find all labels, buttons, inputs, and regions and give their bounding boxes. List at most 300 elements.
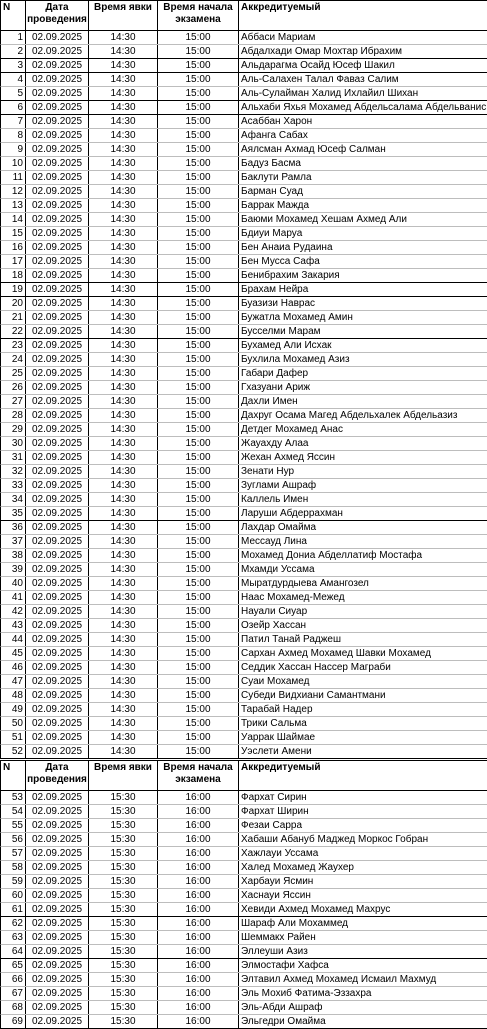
table-row bbox=[0, 311, 487, 325]
table-row bbox=[0, 199, 487, 213]
header-arrival-time: Время явки bbox=[89, 1, 158, 30]
table-row bbox=[0, 255, 487, 269]
table-row bbox=[0, 861, 487, 875]
cell-date: 02.09.2025 bbox=[26, 973, 89, 986]
table-row bbox=[0, 73, 487, 87]
cell-arrival-time: 14:30 bbox=[89, 339, 158, 352]
cell-number: 48 bbox=[1, 689, 26, 702]
cell-date: 02.09.2025 bbox=[26, 115, 89, 128]
cell-number: 2 bbox=[1, 45, 26, 58]
cell-start-time: 15:00 bbox=[158, 717, 239, 730]
cell-start-time: 15:00 bbox=[158, 647, 239, 660]
cell-arrival-time: 14:30 bbox=[89, 59, 158, 72]
cell-start-time: 15:00 bbox=[158, 619, 239, 632]
table-row bbox=[0, 563, 487, 577]
table-row bbox=[0, 619, 487, 633]
cell-date: 02.09.2025 bbox=[26, 903, 89, 916]
cell-arrival-time: 14:30 bbox=[89, 619, 158, 632]
cell-arrival-time: 14:30 bbox=[89, 633, 158, 646]
cell-name: Абдалхади Омар Мохтар Ибрахим bbox=[241, 46, 403, 57]
header-number: N bbox=[1, 761, 26, 790]
cell-arrival-time: 15:30 bbox=[89, 903, 158, 916]
cell-start-time: 15:00 bbox=[158, 269, 239, 282]
cell-start-time: 15:00 bbox=[158, 521, 239, 534]
cell-arrival-time: 14:30 bbox=[89, 367, 158, 380]
table-row bbox=[0, 931, 487, 945]
cell-name: Зенати Нур bbox=[241, 466, 295, 477]
cell-number: 4 bbox=[1, 73, 26, 86]
cell-number: 3 bbox=[1, 59, 26, 72]
cell-name: Мхамди Уссама bbox=[241, 564, 315, 575]
cell-name: Уаррак Шаймае bbox=[241, 732, 316, 743]
cell-arrival-time: 15:30 bbox=[89, 847, 158, 860]
cell-number: 51 bbox=[1, 731, 26, 744]
cell-start-time: 16:00 bbox=[158, 959, 239, 972]
cell-date: 02.09.2025 bbox=[26, 507, 89, 520]
cell-arrival-time: 14:30 bbox=[89, 325, 158, 338]
cell-number: 17 bbox=[1, 255, 26, 268]
cell-name: Аялсман Ахмад Юсеф Салман bbox=[241, 144, 386, 155]
cell-name: Ларуши Абдеррахман bbox=[241, 508, 343, 519]
cell-arrival-time: 14:30 bbox=[89, 87, 158, 100]
cell-date: 02.09.2025 bbox=[26, 605, 89, 618]
table-row bbox=[0, 549, 487, 563]
cell-start-time: 15:00 bbox=[158, 689, 239, 702]
cell-date: 02.09.2025 bbox=[26, 563, 89, 576]
cell-arrival-time: 14:30 bbox=[89, 255, 158, 268]
cell-start-time: 15:00 bbox=[158, 395, 239, 408]
cell-date: 02.09.2025 bbox=[26, 479, 89, 492]
cell-number: 24 bbox=[1, 353, 26, 366]
table-row bbox=[0, 703, 487, 717]
cell-name: Лахдар Омайма bbox=[241, 522, 317, 533]
cell-date: 02.09.2025 bbox=[26, 73, 89, 86]
cell-start-time: 16:00 bbox=[158, 833, 239, 846]
table-row bbox=[0, 875, 487, 889]
cell-start-time: 15:00 bbox=[158, 115, 239, 128]
cell-start-time: 15:00 bbox=[158, 199, 239, 212]
cell-name: Бенибрахим Закария bbox=[241, 270, 340, 281]
table-row bbox=[0, 903, 487, 917]
cell-name: Гхазуани Ариж bbox=[241, 382, 311, 393]
cell-number: 67 bbox=[1, 987, 26, 1000]
cell-arrival-time: 14:30 bbox=[89, 493, 158, 506]
cell-date: 02.09.2025 bbox=[26, 451, 89, 464]
cell-date: 02.09.2025 bbox=[26, 1001, 89, 1014]
cell-start-time: 16:00 bbox=[158, 875, 239, 888]
table-row bbox=[0, 297, 487, 311]
cell-start-time: 15:00 bbox=[158, 479, 239, 492]
cell-arrival-time: 15:30 bbox=[89, 875, 158, 888]
table-row bbox=[0, 507, 487, 521]
cell-date: 02.09.2025 bbox=[26, 241, 89, 254]
cell-start-time: 16:00 bbox=[158, 889, 239, 902]
cell-date: 02.09.2025 bbox=[26, 675, 89, 688]
cell-arrival-time: 14:30 bbox=[89, 409, 158, 422]
cell-date: 02.09.2025 bbox=[26, 199, 89, 212]
cell-name: Харбауи Ясмин bbox=[241, 876, 314, 887]
cell-name: Жауахду Алаа bbox=[241, 438, 309, 449]
cell-start-time: 15:00 bbox=[158, 143, 239, 156]
cell-date: 02.09.2025 bbox=[26, 521, 89, 534]
cell-name: Альхаби Яхья Мохамед Абдельсалама Абдельванис bbox=[241, 102, 487, 113]
cell-start-time: 15:00 bbox=[158, 493, 239, 506]
cell-name: Детдег Мохамед Анас bbox=[241, 424, 343, 435]
cell-name: Элтавил Ахмед Мохамед Исмаил Махмуд bbox=[241, 974, 437, 985]
cell-arrival-time: 15:30 bbox=[89, 973, 158, 986]
cell-name: Зуглами Ашраф bbox=[241, 480, 317, 491]
cell-name: Баюми Мохамед Хешам Ахмед Али bbox=[241, 214, 407, 225]
cell-date: 02.09.2025 bbox=[26, 255, 89, 268]
cell-date: 02.09.2025 bbox=[26, 59, 89, 72]
header-date: Дата проведения bbox=[26, 761, 89, 790]
cell-name: Баклути Рамла bbox=[241, 172, 312, 183]
table-row bbox=[0, 129, 487, 143]
cell-number: 58 bbox=[1, 861, 26, 874]
table-row bbox=[0, 689, 487, 703]
cell-number: 62 bbox=[1, 917, 26, 930]
cell-date: 02.09.2025 bbox=[26, 805, 89, 818]
cell-name: Шараф Али Мохаммед bbox=[241, 918, 348, 929]
cell-arrival-time: 15:30 bbox=[89, 805, 158, 818]
cell-start-time: 15:00 bbox=[158, 353, 239, 366]
cell-number: 29 bbox=[1, 423, 26, 436]
cell-start-time: 15:00 bbox=[158, 605, 239, 618]
cell-name: Барман Суад bbox=[241, 186, 303, 197]
cell-number: 21 bbox=[1, 311, 26, 324]
table-row bbox=[0, 917, 487, 931]
cell-arrival-time: 14:30 bbox=[89, 465, 158, 478]
cell-name: Суаи Мохамед bbox=[241, 676, 310, 687]
cell-arrival-time: 14:30 bbox=[89, 199, 158, 212]
cell-date: 02.09.2025 bbox=[26, 591, 89, 604]
table-row bbox=[0, 605, 487, 619]
cell-start-time: 16:00 bbox=[158, 931, 239, 944]
cell-start-time: 15:00 bbox=[158, 73, 239, 86]
cell-arrival-time: 14:30 bbox=[89, 647, 158, 660]
cell-number: 52 bbox=[1, 745, 26, 758]
cell-number: 26 bbox=[1, 381, 26, 394]
cell-number: 49 bbox=[1, 703, 26, 716]
cell-start-time: 15:00 bbox=[158, 745, 239, 758]
cell-arrival-time: 14:30 bbox=[89, 549, 158, 562]
cell-date: 02.09.2025 bbox=[26, 353, 89, 366]
cell-name: Фархат Сирин bbox=[241, 792, 307, 803]
cell-number: 9 bbox=[1, 143, 26, 156]
table-row bbox=[0, 647, 487, 661]
cell-name: Дахли Имен bbox=[241, 396, 298, 407]
cell-date: 02.09.2025 bbox=[26, 717, 89, 730]
table-row bbox=[0, 833, 487, 847]
cell-name: Бен Анаиа Рудаина bbox=[241, 242, 333, 253]
cell-start-time: 15:00 bbox=[158, 367, 239, 380]
cell-name: Фархат Ширин bbox=[241, 806, 309, 817]
cell-start-time: 15:00 bbox=[158, 325, 239, 338]
cell-name: Альдарагма Осайд Юсеф Шакил bbox=[241, 60, 395, 71]
cell-start-time: 15:00 bbox=[158, 283, 239, 296]
cell-start-time: 15:00 bbox=[158, 101, 239, 114]
cell-date: 02.09.2025 bbox=[26, 45, 89, 58]
table-row bbox=[0, 973, 487, 987]
table-row bbox=[0, 819, 487, 833]
cell-date: 02.09.2025 bbox=[26, 409, 89, 422]
cell-number: 41 bbox=[1, 591, 26, 604]
cell-start-time: 15:00 bbox=[158, 591, 239, 604]
cell-date: 02.09.2025 bbox=[26, 31, 89, 44]
table-row bbox=[0, 59, 487, 73]
cell-date: 02.09.2025 bbox=[26, 213, 89, 226]
cell-name: Сархан Ахмед Мохамед Шавки Мохамед bbox=[241, 648, 431, 659]
table-row bbox=[0, 339, 487, 353]
cell-number: 64 bbox=[1, 945, 26, 958]
cell-number: 1 bbox=[1, 31, 26, 44]
table-row bbox=[0, 45, 487, 59]
cell-name: Мыратдурдыева Амангозел bbox=[241, 578, 369, 589]
cell-name: Патил Танай Раджеш bbox=[241, 634, 341, 645]
table-row bbox=[0, 101, 487, 115]
cell-start-time: 16:00 bbox=[158, 805, 239, 818]
cell-arrival-time: 14:30 bbox=[89, 605, 158, 618]
table-row bbox=[0, 367, 487, 381]
cell-name: Бадуз Басма bbox=[241, 158, 301, 169]
cell-arrival-time: 14:30 bbox=[89, 703, 158, 716]
cell-number: 38 bbox=[1, 549, 26, 562]
table-row bbox=[0, 465, 487, 479]
cell-name: Бухамед Али Исхак bbox=[241, 340, 332, 351]
table-row bbox=[0, 87, 487, 101]
table-header bbox=[0, 760, 487, 791]
table-row bbox=[0, 353, 487, 367]
cell-date: 02.09.2025 bbox=[26, 227, 89, 240]
table-row bbox=[0, 675, 487, 689]
cell-date: 02.09.2025 bbox=[26, 143, 89, 156]
cell-arrival-time: 14:30 bbox=[89, 283, 158, 296]
cell-number: 15 bbox=[1, 227, 26, 240]
cell-arrival-time: 14:30 bbox=[89, 171, 158, 184]
cell-start-time: 15:00 bbox=[158, 129, 239, 142]
cell-date: 02.09.2025 bbox=[26, 987, 89, 1000]
cell-name: Наас Мохамед-Межед bbox=[241, 592, 345, 603]
cell-arrival-time: 14:30 bbox=[89, 45, 158, 58]
cell-number: 7 bbox=[1, 115, 26, 128]
cell-name: Каллель Имен bbox=[241, 494, 309, 505]
cell-arrival-time: 14:30 bbox=[89, 689, 158, 702]
cell-name: Хажлауи Уссама bbox=[241, 848, 319, 859]
cell-name: Бухлила Мохамед Азиз bbox=[241, 354, 350, 365]
cell-name: Хаснауи Яссин bbox=[241, 890, 311, 901]
cell-arrival-time: 14:30 bbox=[89, 479, 158, 492]
table-row bbox=[0, 31, 487, 45]
cell-date: 02.09.2025 bbox=[26, 101, 89, 114]
cell-date: 02.09.2025 bbox=[26, 423, 89, 436]
cell-arrival-time: 14:30 bbox=[89, 353, 158, 366]
cell-date: 02.09.2025 bbox=[26, 367, 89, 380]
cell-date: 02.09.2025 bbox=[26, 875, 89, 888]
cell-date: 02.09.2025 bbox=[26, 745, 89, 758]
cell-arrival-time: 14:30 bbox=[89, 563, 158, 576]
cell-name: Халед Мохамед Жаухер bbox=[241, 862, 354, 873]
cell-date: 02.09.2025 bbox=[26, 171, 89, 184]
cell-date: 02.09.2025 bbox=[26, 381, 89, 394]
table-row bbox=[0, 409, 487, 423]
cell-arrival-time: 15:30 bbox=[89, 987, 158, 1000]
cell-start-time: 15:00 bbox=[158, 703, 239, 716]
cell-date: 02.09.2025 bbox=[26, 633, 89, 646]
cell-arrival-time: 14:30 bbox=[89, 395, 158, 408]
cell-name: Габари Дафер bbox=[241, 368, 309, 379]
table-row bbox=[0, 945, 487, 959]
table-row bbox=[0, 791, 487, 805]
table-row bbox=[0, 115, 487, 129]
cell-arrival-time: 15:30 bbox=[89, 889, 158, 902]
cell-arrival-time: 14:30 bbox=[89, 143, 158, 156]
cell-number: 34 bbox=[1, 493, 26, 506]
cell-arrival-time: 14:30 bbox=[89, 731, 158, 744]
table-row bbox=[0, 577, 487, 591]
cell-arrival-time: 14:30 bbox=[89, 577, 158, 590]
cell-arrival-time: 14:30 bbox=[89, 31, 158, 44]
cell-number: 31 bbox=[1, 451, 26, 464]
cell-date: 02.09.2025 bbox=[26, 703, 89, 716]
cell-start-time: 16:00 bbox=[158, 847, 239, 860]
cell-start-time: 15:00 bbox=[158, 507, 239, 520]
cell-date: 02.09.2025 bbox=[26, 577, 89, 590]
cell-name: Жехан Ахмед Яссин bbox=[241, 452, 336, 463]
cell-start-time: 15:00 bbox=[158, 423, 239, 436]
schedule-table-2 bbox=[0, 760, 487, 1029]
cell-number: 59 bbox=[1, 875, 26, 888]
cell-arrival-time: 14:30 bbox=[89, 535, 158, 548]
header-arrival-time: Время явки bbox=[89, 761, 158, 790]
table-row bbox=[0, 591, 487, 605]
table-row bbox=[0, 889, 487, 903]
cell-name: Асаббан Харон bbox=[241, 116, 313, 127]
cell-start-time: 16:00 bbox=[158, 903, 239, 916]
cell-date: 02.09.2025 bbox=[26, 185, 89, 198]
cell-arrival-time: 14:30 bbox=[89, 213, 158, 226]
cell-name: Аль-Салахен Талал Фаваз Салим bbox=[241, 74, 399, 85]
cell-name: Аббаси Мариам bbox=[241, 32, 316, 43]
cell-number: 42 bbox=[1, 605, 26, 618]
cell-start-time: 16:00 bbox=[158, 791, 239, 804]
cell-name: Бен Мусса Сафа bbox=[241, 256, 320, 267]
cell-number: 47 bbox=[1, 675, 26, 688]
cell-date: 02.09.2025 bbox=[26, 493, 89, 506]
table-row bbox=[0, 1015, 487, 1029]
table-row bbox=[0, 437, 487, 451]
cell-number: 32 bbox=[1, 465, 26, 478]
cell-start-time: 15:00 bbox=[158, 185, 239, 198]
cell-arrival-time: 14:30 bbox=[89, 717, 158, 730]
cell-date: 02.09.2025 bbox=[26, 283, 89, 296]
cell-arrival-time: 15:30 bbox=[89, 959, 158, 972]
cell-start-time: 15:00 bbox=[158, 535, 239, 548]
cell-name: Уэслети Амени bbox=[241, 746, 312, 757]
cell-name: Хевиди Ахмед Мохамед Махрус bbox=[241, 904, 391, 915]
cell-arrival-time: 15:30 bbox=[89, 1001, 158, 1014]
cell-name: Шеммакх Райен bbox=[241, 932, 316, 943]
table-row bbox=[0, 395, 487, 409]
cell-arrival-time: 14:30 bbox=[89, 437, 158, 450]
cell-date: 02.09.2025 bbox=[26, 931, 89, 944]
cell-number: 28 bbox=[1, 409, 26, 422]
cell-date: 02.09.2025 bbox=[26, 549, 89, 562]
cell-number: 45 bbox=[1, 647, 26, 660]
cell-name: Эльгедри Омайма bbox=[241, 1016, 326, 1027]
table-row bbox=[0, 227, 487, 241]
cell-date: 02.09.2025 bbox=[26, 297, 89, 310]
cell-date: 02.09.2025 bbox=[26, 819, 89, 832]
cell-arrival-time: 15:30 bbox=[89, 931, 158, 944]
cell-start-time: 16:00 bbox=[158, 987, 239, 1000]
cell-number: 63 bbox=[1, 931, 26, 944]
header-start-time: Время начала экзамена bbox=[158, 761, 239, 790]
table-row bbox=[0, 213, 487, 227]
cell-name: Эль Мохиб Фатима-Эззахра bbox=[241, 988, 372, 999]
cell-date: 02.09.2025 bbox=[26, 157, 89, 170]
cell-start-time: 16:00 bbox=[158, 1015, 239, 1028]
cell-arrival-time: 15:30 bbox=[89, 1015, 158, 1028]
cell-number: 66 bbox=[1, 973, 26, 986]
cell-name: Мохамед Дониа Абделлатиф Мостафа bbox=[241, 550, 423, 561]
cell-arrival-time: 14:30 bbox=[89, 297, 158, 310]
cell-date: 02.09.2025 bbox=[26, 661, 89, 674]
table-row bbox=[0, 479, 487, 493]
cell-arrival-time: 15:30 bbox=[89, 819, 158, 832]
table-row bbox=[0, 959, 487, 973]
cell-start-time: 16:00 bbox=[158, 1001, 239, 1014]
cell-arrival-time: 14:30 bbox=[89, 115, 158, 128]
cell-number: 68 bbox=[1, 1001, 26, 1014]
table-row bbox=[0, 381, 487, 395]
cell-start-time: 16:00 bbox=[158, 819, 239, 832]
cell-arrival-time: 15:30 bbox=[89, 861, 158, 874]
cell-start-time: 15:00 bbox=[158, 675, 239, 688]
cell-arrival-time: 14:30 bbox=[89, 507, 158, 520]
cell-arrival-time: 14:30 bbox=[89, 381, 158, 394]
cell-start-time: 15:00 bbox=[158, 171, 239, 184]
cell-number: 56 bbox=[1, 833, 26, 846]
cell-arrival-time: 14:30 bbox=[89, 661, 158, 674]
cell-name: Фезаи Сарра bbox=[241, 820, 303, 831]
cell-date: 02.09.2025 bbox=[26, 791, 89, 804]
cell-arrival-time: 14:30 bbox=[89, 227, 158, 240]
cell-date: 02.09.2025 bbox=[26, 325, 89, 338]
table-row bbox=[0, 661, 487, 675]
cell-name: Субеди Видхиани Самантмани bbox=[241, 690, 386, 701]
cell-name: Озейр Хассан bbox=[241, 620, 307, 631]
table-row bbox=[0, 493, 487, 507]
table-row bbox=[0, 731, 487, 745]
cell-name: Эллеуши Азиз bbox=[241, 946, 308, 957]
cell-date: 02.09.2025 bbox=[26, 945, 89, 958]
cell-name: Буазизи Наврас bbox=[241, 298, 316, 309]
cell-number: 36 bbox=[1, 521, 26, 534]
cell-number: 57 bbox=[1, 847, 26, 860]
table-row bbox=[0, 325, 487, 339]
cell-name: Баррак Мажда bbox=[241, 200, 310, 211]
table-row bbox=[0, 987, 487, 1001]
cell-start-time: 15:00 bbox=[158, 311, 239, 324]
table-row bbox=[0, 745, 487, 759]
cell-number: 30 bbox=[1, 437, 26, 450]
cell-name: Афанга Сабах bbox=[241, 130, 308, 141]
cell-name: Тарабай Надер bbox=[241, 704, 313, 715]
table-header bbox=[0, 0, 487, 31]
cell-start-time: 15:00 bbox=[158, 577, 239, 590]
table-row bbox=[0, 269, 487, 283]
cell-name: Дахруг Осама Магед Абдельхалек Абдельазиз bbox=[241, 410, 458, 421]
